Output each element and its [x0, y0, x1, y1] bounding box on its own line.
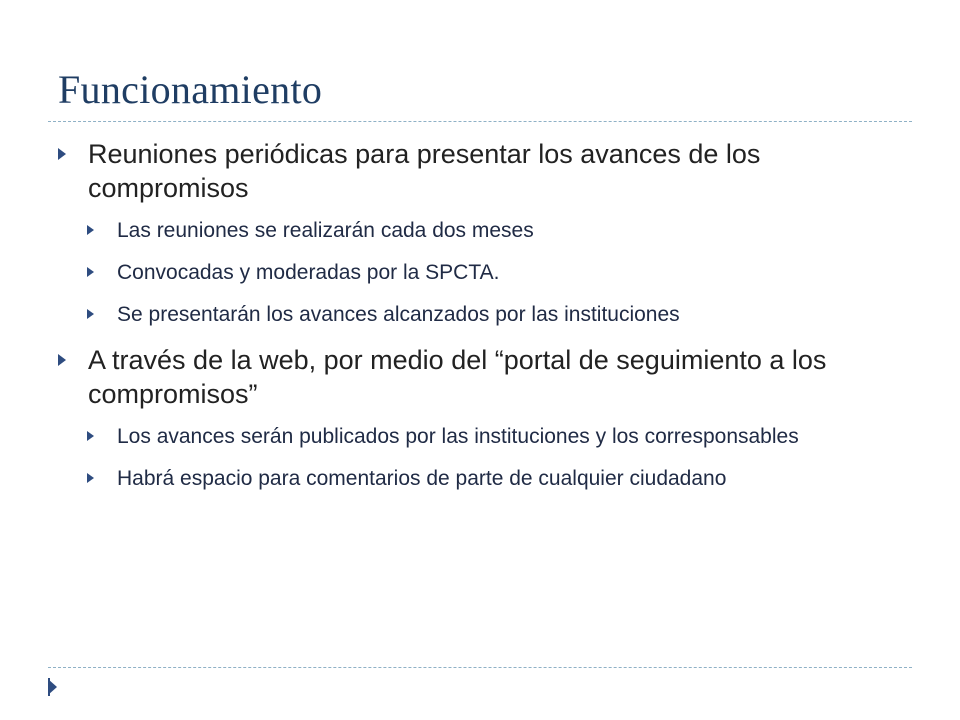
triangle-bullet-icon [87, 431, 94, 441]
title-divider [48, 121, 912, 122]
sub-bullet-item [56, 301, 912, 328]
sub-bullet-text: Habrá espacio para comentarios de parte de cualquier ciudadano [117, 467, 727, 490]
bullet-item [56, 343, 912, 411]
triangle-bullet-icon [58, 354, 66, 366]
bullet-text: A través de la web, por medio del “portal de seguimiento a los compromisos” [88, 345, 827, 409]
slide-content [56, 137, 912, 507]
sub-bullet-item [56, 259, 912, 286]
sub-bullet-item [56, 423, 912, 450]
footer-triangle-icon [48, 679, 57, 695]
footer-divider [48, 667, 912, 668]
triangle-bullet-icon [58, 148, 66, 160]
slide-title: Funcionamiento [58, 67, 323, 112]
sub-bullet-text: Se presentarán los avances alcanzados por las instituciones [117, 303, 680, 326]
sub-bullet-text: Convocadas y moderadas por la SPCTA. [117, 261, 500, 284]
triangle-bullet-icon [87, 309, 94, 319]
triangle-bullet-icon [87, 267, 94, 277]
sub-bullet-item [56, 465, 912, 492]
bullet-item [56, 137, 912, 205]
sub-bullet-text: Los avances serán publicados por las instituciones y los corresponsables [117, 425, 799, 448]
sub-bullet-text: Las reuniones se realizarán cada dos meses [117, 219, 534, 242]
sub-bullet-item [56, 217, 912, 244]
bullet-text: Reuniones periódicas para presentar los avances de los compromisos [88, 139, 761, 203]
triangle-bullet-icon [87, 225, 94, 235]
triangle-bullet-icon [87, 473, 94, 483]
